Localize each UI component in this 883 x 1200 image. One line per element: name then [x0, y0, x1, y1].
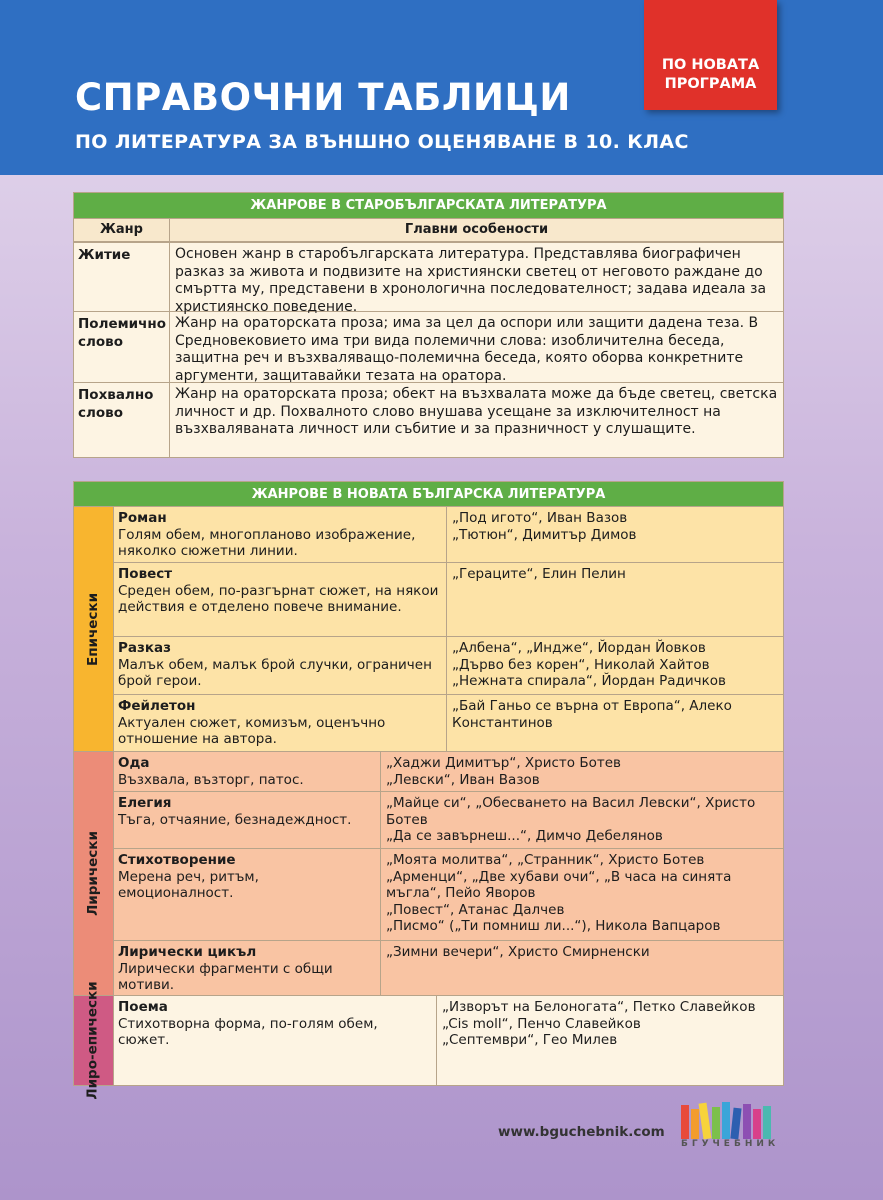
table-row	[114, 996, 783, 1086]
work-item: „Писмо“ („Ти помниш ли...“), Никола Вапцаров	[386, 918, 721, 934]
table-row	[114, 507, 783, 563]
group-epic	[74, 507, 783, 751]
genre-desc-text: Стихотворна форма, по-голям обем, сюжет.	[118, 1015, 378, 1048]
work-item: „Зимни вечери“, Христо Смирненски	[386, 944, 650, 960]
genre-desc-text: Среден обем, по-разгърнат сюжет, на някои действия е отделено повече внимание.	[118, 582, 439, 615]
genre-description	[114, 507, 447, 562]
genre-description	[114, 996, 437, 1086]
genre-description	[114, 792, 381, 848]
genre-name: Поема	[118, 999, 168, 1015]
table-row	[114, 563, 783, 637]
table-row	[74, 311, 783, 382]
works-cell	[381, 792, 783, 848]
genre-name: Повест	[118, 566, 173, 582]
work-item: „Нежната спирала“, Йордан Радичков	[452, 673, 727, 689]
new-program-badge	[644, 0, 777, 110]
table-row	[114, 637, 783, 695]
work-item: „Cis moll“, Пенчо Славейков	[442, 1015, 641, 1032]
work-item: „Тютюн“, Димитър Димов	[452, 526, 637, 543]
genre-cell: Похвално слово	[74, 383, 170, 457]
genre-desc-text: Мерена реч, ритъм, емоционалност.	[118, 868, 259, 901]
page-subtitle: ПО ЛИТЕРАТУРА ЗА ВЪНШНО ОЦЕНЯВАНЕ В 10. КЛАС	[75, 131, 689, 153]
features-cell: Жанр на ораторската проза; има за цел да оспори или защити дадена теза. В Средновековието има три вида полемични слова: изобличителна беседа, защитна реч и възхваляващо-полемична беседа, която оборва конкретните аргументи, защитавайки тезата на оратора.	[175, 315, 759, 384]
work-item: „Септември“, Гео Милев	[442, 1032, 618, 1048]
work-item: „Хаджи Димитър“, Христо Ботев	[386, 755, 621, 771]
genre-desc-text: Малък обем, малък брой случки, ограничен брой герои.	[118, 656, 432, 689]
work-item: „Моята молитва“, „Странник“, Христо Ботев	[386, 852, 705, 868]
table-title: ЖАНРОВЕ В СТАРОБЪЛГАРСКАТА ЛИТЕРАТУРА	[74, 193, 783, 218]
group-label-text: Епически	[85, 592, 101, 666]
works-cell	[437, 996, 783, 1086]
work-item: „Бай Ганьо се върна от Европа“, Алеко Константинов	[452, 698, 732, 731]
work-item: „Да се завърнеш...“, Димчо Дебелянов	[386, 828, 663, 844]
genre-description	[114, 637, 447, 694]
work-item: „Гераците“, Елин Пелин	[452, 566, 626, 582]
genre-description	[114, 695, 447, 751]
genre-description	[114, 563, 447, 636]
page-title: СПРАВОЧНИ ТАБЛИЦИ	[75, 76, 571, 119]
work-item: „Повест“, Атанас Далчев	[386, 901, 565, 918]
genre-desc-text: Възхвала, възторг, патос.	[118, 771, 304, 788]
genre-desc-text: Голям обем, многопланово изображение, няколко сюжетни линии.	[118, 526, 416, 559]
table-title: ЖАНРОВЕ В НОВАТА БЪЛГАРСКА ЛИТЕРАТУРА	[74, 482, 783, 507]
works-cell	[381, 941, 783, 996]
genre-cell: Житие	[74, 243, 170, 311]
logo-text: БГУЧЕБНИК	[681, 1139, 780, 1149]
old-literature-table	[73, 192, 784, 458]
group-lyro-epic	[74, 981, 783, 1100]
features-cell: Основен жанр в старобългарската литература. Представлява биографичен разказ за живота и подвизите на християнски светец от неговото раждане до смъртта му, представени в хронологична последователност; задава идеала за християнско поведение.	[175, 246, 767, 315]
works-cell	[447, 695, 783, 751]
genre-cell: Полемично слово	[74, 312, 170, 382]
genre-desc-text: Актуален сюжет, комизъм, оценъчно отношение на автора.	[118, 714, 386, 747]
publisher-url[interactable]: www.bguchebnik.com	[498, 1124, 665, 1140]
table-row	[114, 752, 783, 792]
column-header-features: Главни особености	[404, 222, 549, 237]
table-row	[114, 849, 783, 941]
genre-name: Лирически цикъл	[118, 944, 257, 960]
new-literature-table	[73, 481, 784, 1100]
column-header-genre: Жанр	[74, 219, 170, 241]
badge-line-1: ПО НОВАТА	[661, 57, 760, 73]
genre-description	[114, 752, 381, 791]
genre-description	[114, 941, 381, 996]
works-cell	[447, 637, 783, 694]
group-label	[74, 981, 114, 1100]
table-column-headers	[74, 218, 783, 242]
group-lyric	[74, 751, 783, 995]
group-label-text-span: Лиро-епически	[85, 981, 101, 1100]
genre-name: Елегия	[118, 795, 172, 811]
works-cell	[447, 507, 783, 562]
genre-name: Роман	[118, 510, 167, 526]
table-row	[114, 792, 783, 849]
group-label-text: Лирически	[85, 831, 101, 916]
table-row	[114, 941, 783, 996]
genre-desc-text: Лирически фрагменти с общи мотиви.	[118, 960, 333, 993]
work-item: „Левски“, Иван Вазов	[386, 771, 540, 788]
table-row	[114, 695, 783, 751]
features-cell: Жанр на ораторската проза; обект на възхвалата може да бъде светец, светска личност и др. Похвалното слово внушава усещане за изключителност на възхваляваната личност или събитие и за празничност у слушащите.	[175, 386, 778, 437]
works-cell	[447, 563, 783, 636]
works-cell	[381, 849, 783, 940]
genre-name: Фейлетон	[118, 698, 196, 714]
work-item: „Дърво без корен“, Николай Хайтов	[452, 656, 710, 673]
table-row	[74, 382, 783, 457]
works-cell	[381, 752, 783, 791]
genre-name: Стихотворение	[118, 852, 236, 868]
work-item: „Арменци“, „Две хубави очи“, „В часа на синята мъгла“, Пейо Яворов	[386, 868, 732, 901]
genre-name: Ода	[118, 755, 150, 771]
group-label	[74, 507, 114, 751]
genre-name: Разказ	[118, 640, 171, 656]
table-row	[74, 242, 783, 315]
badge-line-2: ПРОГРАМА	[664, 76, 757, 92]
work-item: „Майце си“, „Обесването на Васил Левски“, Христо Ботев	[386, 795, 756, 828]
genre-desc-text: Тъга, отчаяние, безнадеждност.	[118, 811, 352, 828]
group-label	[74, 752, 114, 995]
group-label-text	[86, 981, 101, 1099]
genre-description	[114, 849, 381, 940]
work-item: „Под игото“, Иван Вазов	[452, 510, 628, 526]
work-item: „Изворът на Белоногата“, Петко Славейков	[442, 999, 756, 1015]
work-item: „Албена“, „Индже“, Йордан Йовков	[452, 640, 706, 656]
